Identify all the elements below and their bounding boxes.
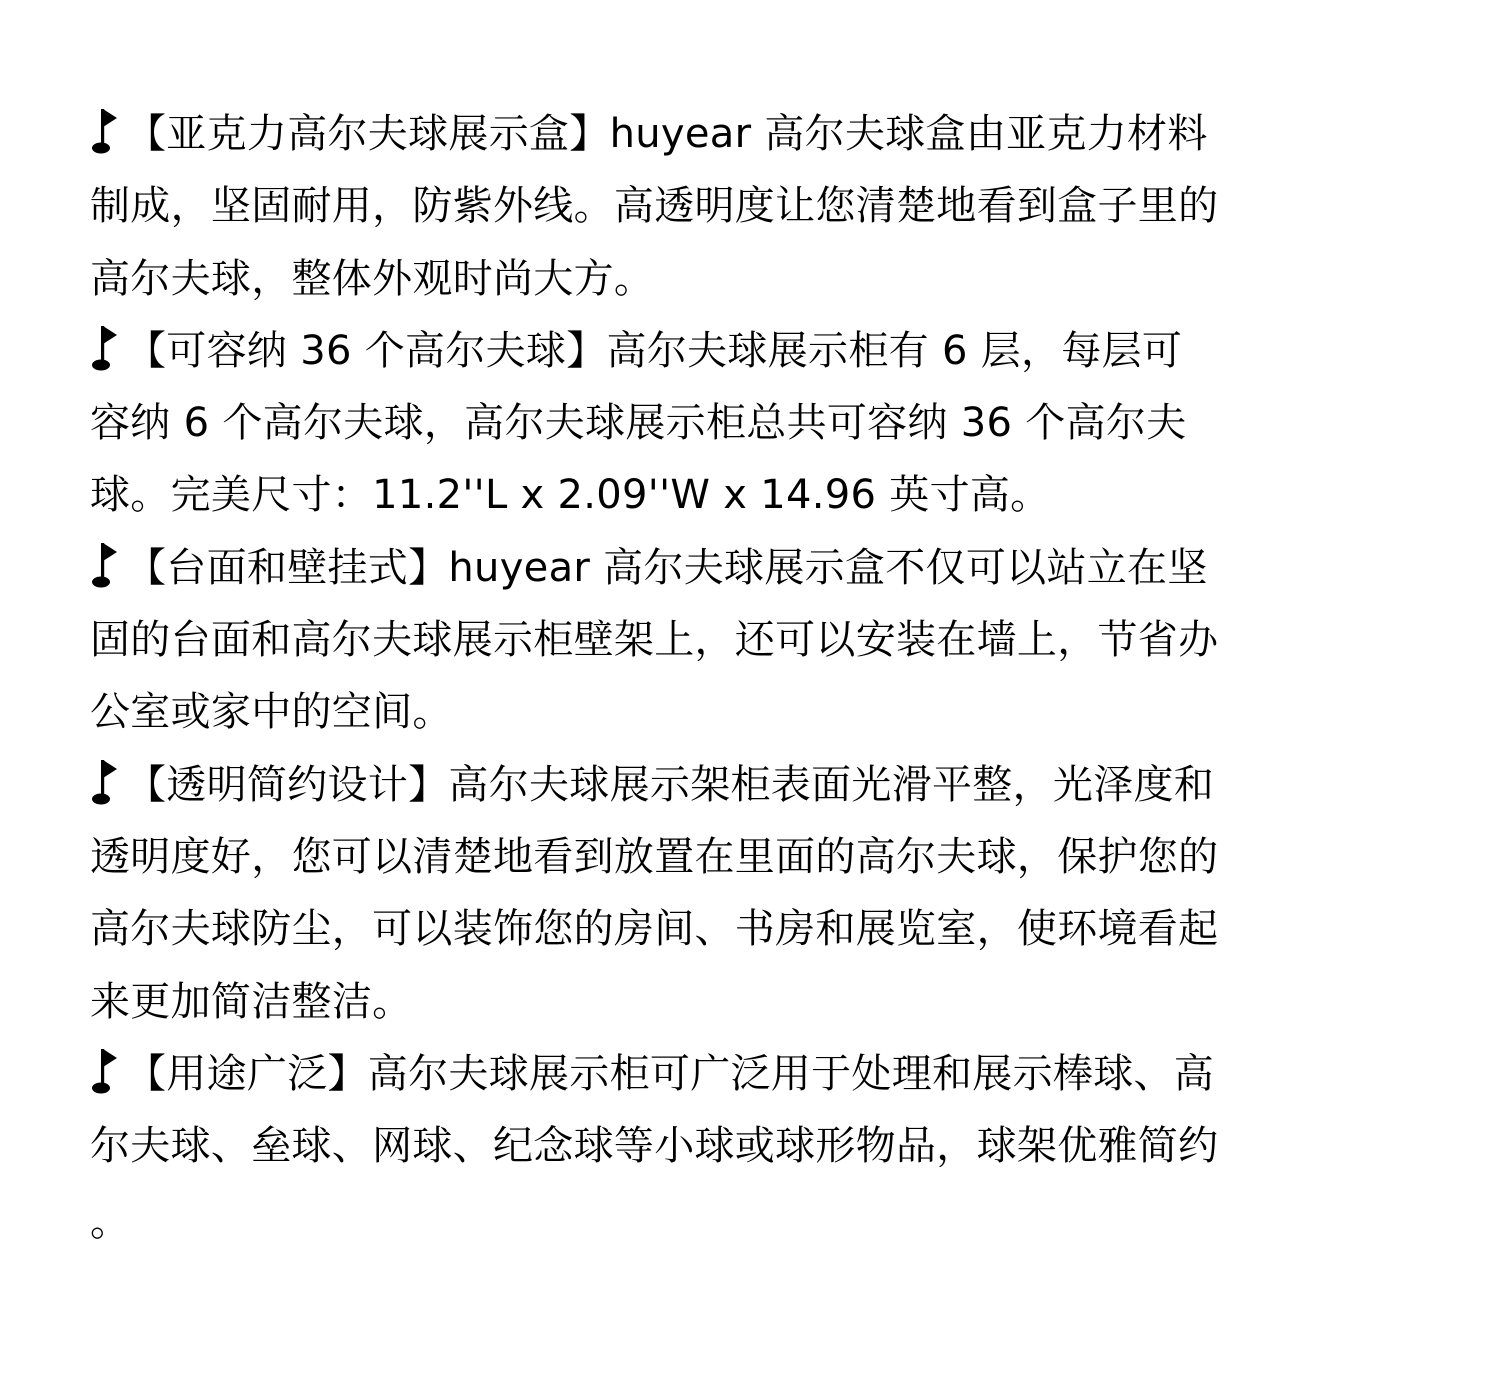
paragraph-text: 【用途广泛】高尔夫球展示柜可广泛用于处理和展示棒球、高: [126, 1050, 1215, 1097]
paragraph-text: 固的台面和高尔夫球展示柜壁架上，还可以安装在墙上，节省办: [90, 617, 1219, 664]
golf-flag-icon: [90, 107, 124, 155]
paragraph-text: 【台面和壁挂式】huyear 高尔夫球展示盒不仅可以站立在坚: [126, 544, 1208, 591]
paragraph-1-line-1: [90, 98, 1435, 170]
paragraph-5-line-2: [90, 1110, 1435, 1182]
paragraph-4-line-3: [90, 893, 1435, 965]
paragraph-3-line-1: [90, 532, 1435, 604]
paragraph-4-line-1: [90, 749, 1435, 821]
paragraph-5-line-1: [90, 1038, 1435, 1110]
paragraph-text: 。: [90, 1199, 131, 1246]
golf-flag-icon: [90, 541, 124, 589]
paragraph-2-line-2: [90, 387, 1435, 459]
paragraph-text: 来更加简洁整洁。: [90, 978, 413, 1025]
paragraph-3-line-3: [90, 676, 1435, 748]
paragraph-3-line-2: [90, 604, 1435, 676]
paragraph-text: 【亚克力高尔夫球展示盒】huyear 高尔夫球盒由亚克力材料: [126, 111, 1208, 157]
paragraph-1-line-3: [90, 243, 1435, 315]
paragraph-text: 尔夫球、垒球、网球、纪念球等小球或球形物品，球架优雅简约: [90, 1123, 1219, 1170]
golf-flag-icon: [90, 324, 124, 372]
paragraph-text: 高尔夫球防尘，可以装饰您的房间、书房和展览室，使环境看起: [90, 906, 1219, 953]
product-description: [90, 98, 1435, 1259]
paragraph-4-line-2: [90, 821, 1435, 893]
paragraph-text: 透明度好，您可以清楚地看到放置在里面的高尔夫球，保护您的: [90, 833, 1219, 880]
paragraph-text: 公室或家中的空间。: [90, 689, 453, 736]
paragraph-2-line-3: [90, 459, 1435, 531]
paragraph-text: 高尔夫球，整体外观时尚大方。: [90, 255, 655, 302]
paragraph-2-line-1: [90, 315, 1435, 387]
paragraph-4-line-4: [90, 966, 1435, 1038]
golf-flag-icon: [90, 1047, 124, 1095]
golf-flag-icon: [90, 758, 124, 806]
paragraph-text: 【透明简约设计】高尔夫球展示架柜表面光滑平整，光泽度和: [126, 761, 1215, 808]
paragraph-text: 【可容纳 36 个高尔夫球】高尔夫球展示柜有 6 层，每层可: [126, 327, 1183, 374]
paragraph-1-line-2: [90, 170, 1435, 242]
paragraph-text: 制成，坚固耐用，防紫外线。高透明度让您清楚地看到盒子里的: [90, 183, 1219, 230]
paragraph-text: 容纳 6 个高尔夫球，高尔夫球展示柜总共可容纳 36 个高尔夫: [90, 400, 1187, 447]
paragraph-5-line-3: [90, 1186, 1435, 1258]
paragraph-text: 球。完美尺寸：11.2''L x 2.09''W x 14.96 英寸高。: [90, 472, 1051, 519]
